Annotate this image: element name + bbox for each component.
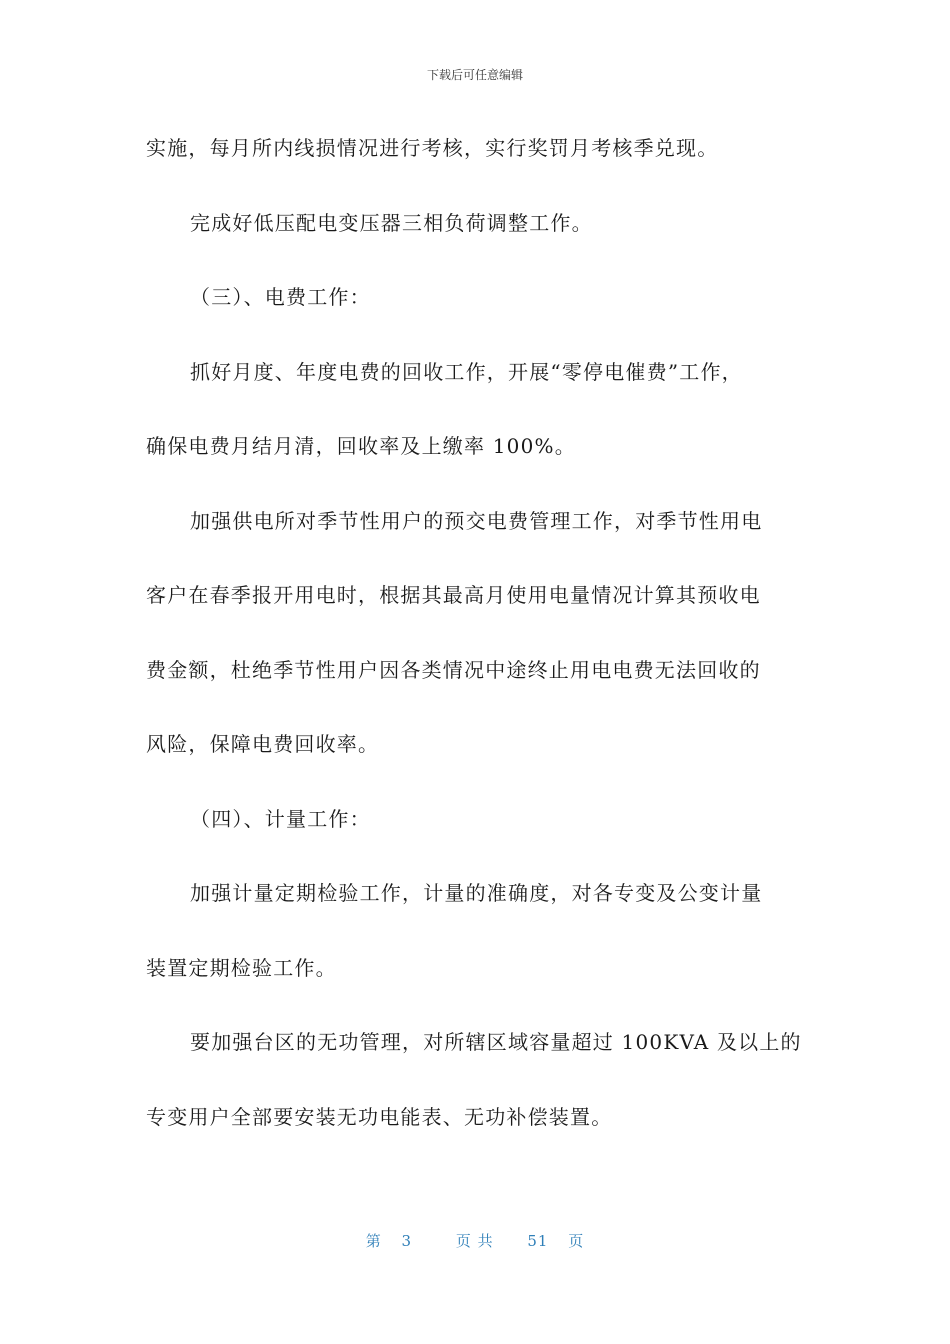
paragraph-line: 装置定期检验工作。 xyxy=(146,955,337,980)
total-page-count: 51 xyxy=(527,1232,549,1250)
section-heading: （四）、计量工作： xyxy=(190,806,371,831)
paragraph-line: 加强供电所对季节性用户的预交电费管理工作，对季节性用电 xyxy=(190,508,763,533)
paragraph-line: 确保电费月结月清，回收率及上缴率 100%。 xyxy=(146,434,576,458)
paragraph-line: 实施，每月所内线损情况进行考核，实行奖罚月考核季兑现。 xyxy=(146,136,719,160)
footer-middle: 页 共 xyxy=(455,1232,494,1250)
paragraph-line: 风险，保障电费回收率。 xyxy=(146,732,380,756)
paragraph-line: 完成好低压配电变压器三相负荷调整工作。 xyxy=(190,210,593,235)
footer-prefix: 第 xyxy=(365,1232,382,1250)
section-heading: （三）、电费工作： xyxy=(190,285,371,309)
paragraph-line: 费金额，杜绝季节性用户因各类情况中途终止用电电费无法回收的 xyxy=(146,657,761,682)
page-header-note: 下载后可任意编辑 xyxy=(426,68,523,82)
paragraph-line: 客户在春季报开用电时，根据其最高月使用电量情况计算其预收电 xyxy=(146,583,761,607)
paragraph-line: 加强计量定期检验工作，计量的准确度，对各专变及公变计量 xyxy=(190,881,763,905)
page-number-footer xyxy=(0,1230,950,1251)
document-body xyxy=(146,128,826,1171)
paragraph-line: 专变用户全部要安装无功电能表、无功补偿装置。 xyxy=(146,1104,613,1129)
paragraph-line: 抓好月度、年度电费的回收工作，开展“零停电催费”工作， xyxy=(190,359,743,384)
current-page-number: 3 xyxy=(401,1232,413,1250)
paragraph-line: 要加强台区的无功管理，对所辖区域容量超过 100KVA 及以上的 xyxy=(190,1030,802,1054)
footer-suffix: 页 xyxy=(568,1232,585,1250)
